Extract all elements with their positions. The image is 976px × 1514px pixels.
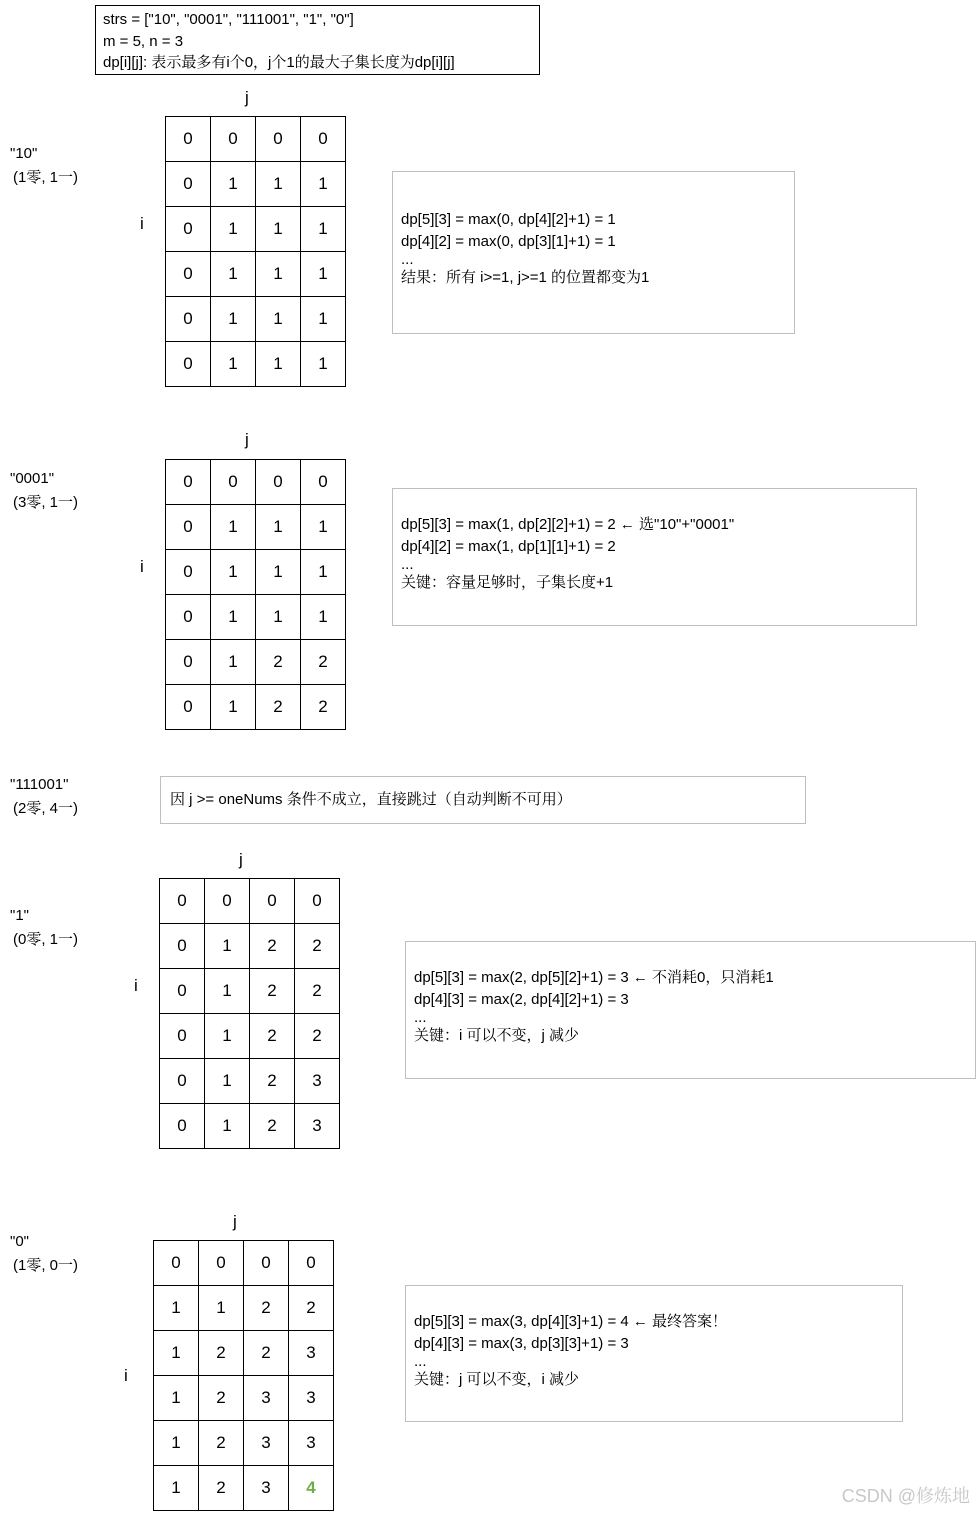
dp-cell: 2 — [199, 1331, 244, 1376]
section-count: (1零, 0一) — [13, 1257, 79, 1274]
note-line: dp[4][2] = max(1, dp[1][1]+1) = 2 — [401, 538, 616, 555]
dp-cell: 3 — [289, 1421, 334, 1466]
header-line: m = 5, n = 3 — [103, 32, 184, 50]
dp-cell: 0 — [166, 595, 211, 640]
dp-cell: 1 — [154, 1331, 199, 1376]
dp-cell: 0 — [160, 1014, 205, 1059]
dp-cell: 2 — [295, 1014, 340, 1059]
dp-cell: 2 — [289, 1286, 334, 1331]
dp-cell: 2 — [244, 1286, 289, 1331]
dp-grid — [153, 1240, 334, 1511]
dp-cell: 1 — [301, 207, 346, 252]
dp-cell: 3 — [244, 1466, 289, 1511]
dp-cell: 0 — [154, 1241, 199, 1286]
dp-cell: 1 — [211, 252, 256, 297]
dp-cell: 0 — [166, 162, 211, 207]
dp-cell: 0 — [160, 924, 205, 969]
section-count: (2零, 4一) — [13, 800, 79, 817]
header-box — [95, 5, 540, 75]
dp-cell: 3 — [244, 1376, 289, 1421]
note-line: dp[5][3] = max(0, dp[4][2]+1) = 1 — [401, 211, 616, 228]
dp-cell: 1 — [256, 505, 301, 550]
dp-cell: 0 — [166, 342, 211, 387]
dp-cell: 2 — [250, 924, 295, 969]
dp-cell: 0 — [166, 252, 211, 297]
dp-cell: 1 — [211, 640, 256, 685]
dp-cell: 2 — [295, 924, 340, 969]
dp-cell: 1 — [301, 297, 346, 342]
dp-cell: 0 — [301, 460, 346, 505]
section-name: "0001" — [10, 470, 55, 487]
section-label — [10, 904, 78, 952]
header-line: strs = ["10", "0001", "111001", "1", "0"] — [103, 11, 354, 28]
axis-j-label: j — [245, 88, 249, 107]
section-count: (1零, 1一) — [13, 169, 79, 186]
dp-cell: 0 — [211, 460, 256, 505]
section-count: (3零, 1一) — [13, 494, 79, 511]
dp-cell: 1 — [211, 550, 256, 595]
dp-cell: 1 — [301, 595, 346, 640]
dp-cell: 2 — [199, 1421, 244, 1466]
dp-cell: 0 — [205, 879, 250, 924]
note-line: dp[5][3] = max(1, dp[2][2]+1) = 2 ← 选"10"+"0001" — [401, 516, 735, 533]
dp-cell: 1 — [256, 595, 301, 640]
dp-cell: 0 — [301, 117, 346, 162]
note-line: dp[4][3] = max(2, dp[4][2]+1) = 3 — [414, 991, 629, 1008]
dp-cell: 0 — [211, 117, 256, 162]
dp-cell: 1 — [256, 162, 301, 207]
dp-cell: 2 — [295, 969, 340, 1014]
dp-cell: 2 — [199, 1376, 244, 1421]
dp-cell: 0 — [250, 879, 295, 924]
dp-cell: 1 — [205, 924, 250, 969]
axis-j-label: j — [239, 850, 243, 869]
note-line: ... — [414, 1009, 427, 1026]
section-label — [10, 467, 78, 515]
note-box — [405, 1285, 903, 1422]
dp-cell: 2 — [250, 969, 295, 1014]
dp-cell: 1 — [256, 207, 301, 252]
dp-cell: 0 — [256, 460, 301, 505]
dp-cell: 1 — [256, 342, 301, 387]
note-box — [405, 941, 976, 1079]
dp-cell: 1 — [211, 207, 256, 252]
section-name: "0" — [10, 1233, 29, 1250]
dp-cell: 2 — [199, 1466, 244, 1511]
dp-cell: 3 — [289, 1376, 334, 1421]
dp-cell: 0 — [166, 505, 211, 550]
dp-cell: 1 — [211, 595, 256, 640]
dp-cell: 0 — [166, 640, 211, 685]
dp-cell: 1 — [211, 342, 256, 387]
dp-cell: 0 — [160, 879, 205, 924]
dp-cell: 3 — [295, 1104, 340, 1149]
note-box — [392, 488, 917, 626]
section-name: "1" — [10, 907, 29, 924]
dp-cell: 1 — [301, 252, 346, 297]
dp-cell: 0 — [166, 460, 211, 505]
axis-i-label: i — [140, 557, 144, 576]
section-count: (0零, 1一) — [13, 931, 79, 948]
dp-cell: 1 — [256, 550, 301, 595]
dp-cell: 2 — [244, 1331, 289, 1376]
dp-cell: 2 — [250, 1104, 295, 1149]
dp-cell: 1 — [211, 297, 256, 342]
dp-cell: 1 — [154, 1466, 199, 1511]
section-label — [10, 773, 78, 821]
dp-cell: 0 — [289, 1241, 334, 1286]
dp-grid — [165, 459, 346, 730]
axis-i-label: i — [140, 214, 144, 233]
dp-cell: 1 — [301, 505, 346, 550]
dp-cell: 1 — [154, 1421, 199, 1466]
dp-cell: 0 — [295, 879, 340, 924]
dp-cell: 1 — [301, 550, 346, 595]
dp-cell: 1 — [205, 1014, 250, 1059]
dp-cell: 1 — [211, 162, 256, 207]
dp-cell: 1 — [205, 1104, 250, 1149]
dp-cell: 0 — [160, 969, 205, 1014]
watermark: CSDN @修炼地 — [841, 1486, 970, 1506]
dp-cell: 1 — [199, 1286, 244, 1331]
dp-grid — [159, 878, 340, 1149]
section-name: "111001" — [10, 776, 69, 793]
note-line: ... — [401, 556, 414, 573]
note-line: dp[4][2] = max(0, dp[3][1]+1) = 1 — [401, 233, 616, 250]
dp-cell: 0 — [244, 1241, 289, 1286]
note-line: dp[5][3] = max(2, dp[5][2]+1) = 3 ← 不消耗0，只消耗1 — [414, 969, 774, 986]
dp-cell: 3 — [289, 1331, 334, 1376]
dp-cell: 4 — [289, 1466, 334, 1511]
dp-cell: 3 — [244, 1421, 289, 1466]
dp-cell: 2 — [250, 1014, 295, 1059]
header-line: dp[i][j]: 表示最多有i个0，j个1的最大子集长度为dp[i][j] — [103, 54, 455, 71]
note-line: dp[4][3] = max(3, dp[3][3]+1) = 3 — [414, 1335, 629, 1352]
note-conclusion: 关键：i 可以不变，j 减少 — [414, 1027, 580, 1044]
dp-cell: 1 — [205, 969, 250, 1014]
dp-cell: 2 — [301, 685, 346, 730]
dp-cell: 0 — [199, 1241, 244, 1286]
note-conclusion: 关键：j 可以不变，i 减少 — [414, 1371, 580, 1388]
axis-i-label: i — [124, 1366, 128, 1385]
note-conclusion: 关键：容量足够时，子集长度+1 — [401, 574, 614, 591]
axis-j-label: j — [233, 1212, 237, 1231]
dp-cell: 0 — [166, 297, 211, 342]
dp-cell: 2 — [250, 1059, 295, 1104]
dp-cell: 0 — [166, 685, 211, 730]
dp-cell: 1 — [211, 505, 256, 550]
dp-cell: 0 — [160, 1059, 205, 1104]
note-conclusion: 结果：所有 i>=1, j>=1 的位置都变为1 — [401, 269, 650, 286]
dp-cell: 0 — [166, 550, 211, 595]
dp-cell: 2 — [301, 640, 346, 685]
dp-cell: 1 — [256, 252, 301, 297]
dp-cell: 0 — [160, 1104, 205, 1149]
dp-cell: 1 — [154, 1376, 199, 1421]
dp-cell: 1 — [256, 297, 301, 342]
dp-cell: 1 — [154, 1286, 199, 1331]
note-box — [392, 171, 795, 334]
dp-cell: 1 — [205, 1059, 250, 1104]
dp-grid — [165, 116, 346, 387]
note-line: dp[5][3] = max(3, dp[4][3]+1) = 4 ← 最终答案！ — [414, 1313, 728, 1330]
dp-cell: 2 — [256, 640, 301, 685]
dp-cell: 0 — [166, 117, 211, 162]
section-label — [10, 1230, 78, 1278]
axis-j-label: j — [245, 430, 249, 449]
section-name: "10" — [10, 145, 38, 162]
dp-cell: 2 — [256, 685, 301, 730]
section-label — [10, 142, 78, 190]
note-line: ... — [414, 1353, 427, 1370]
axis-i-label: i — [134, 976, 138, 995]
dp-cell: 1 — [301, 342, 346, 387]
dp-cell: 0 — [256, 117, 301, 162]
dp-cell: 1 — [301, 162, 346, 207]
dp-cell: 1 — [211, 685, 256, 730]
dp-cell: 3 — [295, 1059, 340, 1104]
dp-cell: 0 — [166, 207, 211, 252]
skip-note: 因 j >= oneNums 条件不成立，直接跳过（自动判断不可用） — [160, 776, 806, 824]
note-line: ... — [401, 251, 414, 268]
